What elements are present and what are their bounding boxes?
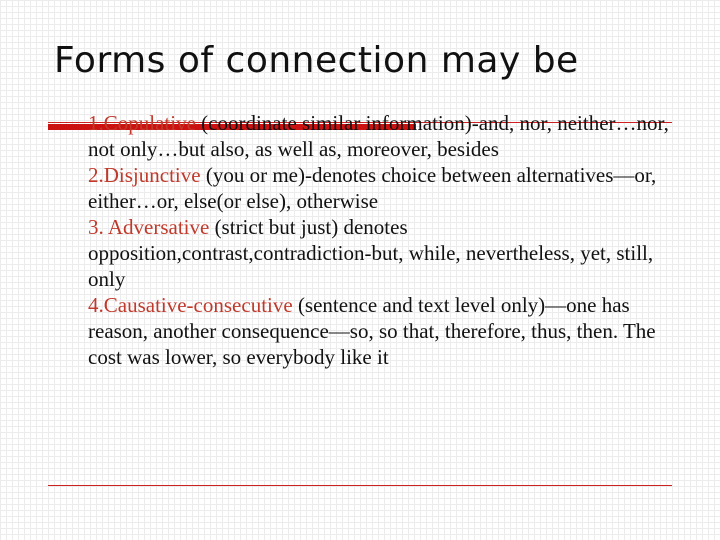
list-item-adversative bbox=[88, 214, 688, 292]
term-adversative: 3. Adversative bbox=[88, 215, 210, 239]
term-disjunctive: 2.Disjunctive bbox=[88, 163, 201, 187]
description-disjunctive: (you or me)-denotes choice between alternatives—or, either…or, else(or else), otherwise bbox=[88, 163, 657, 213]
list-item-copulative bbox=[88, 110, 688, 162]
connection-forms-list bbox=[88, 110, 688, 370]
description-copulative: (coordinate similar information)-and, nor, neither…nor, not only…but also, as well as, moreover, besides bbox=[88, 111, 669, 161]
term-copulative: 1.Copulative bbox=[88, 111, 196, 135]
list-item-causative-consecutive bbox=[88, 292, 688, 370]
description-adversative: (strict but just) denotes opposition,contrast,contradiction-but, while, nevertheless, yet, still, only bbox=[88, 215, 654, 291]
list-item-disjunctive bbox=[88, 162, 688, 214]
slide-title: Forms of connection may be bbox=[54, 40, 579, 81]
term-causative-consecutive: 4.Causative-consecutive bbox=[88, 293, 293, 317]
description-causative-consecutive: (sentence and text level only)—one has reason, another consequence—so, so that, therefore, thus, then. The cost was lower, so everybody like it bbox=[88, 293, 656, 369]
bottom-divider-line bbox=[48, 485, 672, 486]
